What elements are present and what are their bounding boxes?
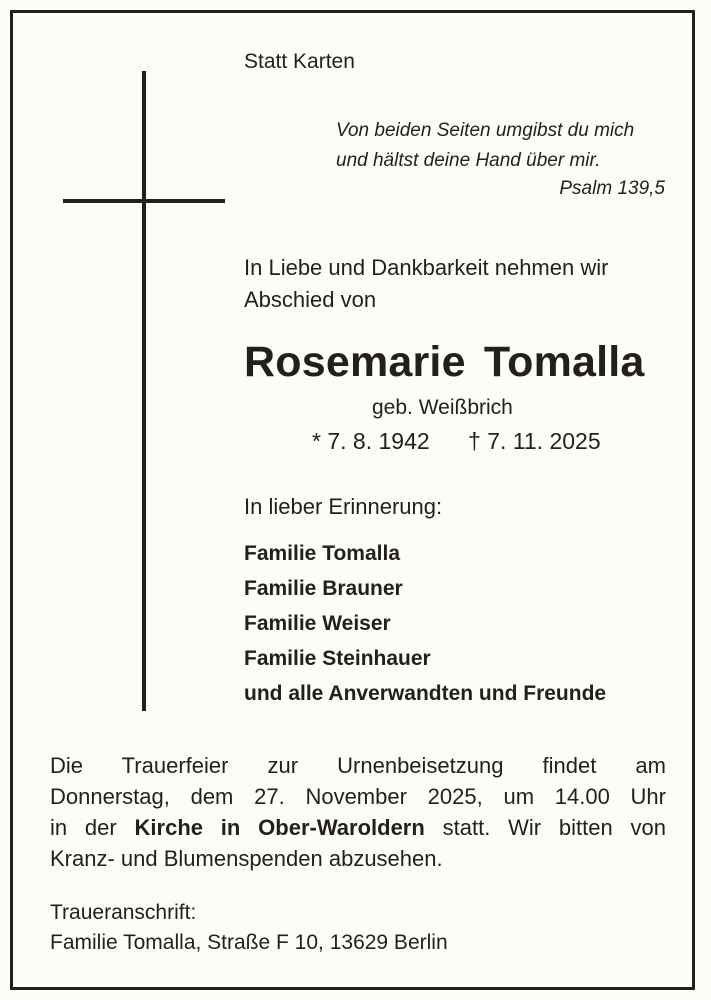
statt-karten-label: Statt Karten <box>244 50 355 73</box>
intro-line-1: In Liebe und Dankbarkeit nehmen wir <box>244 255 609 280</box>
cross-icon-vertical-bar <box>142 71 146 711</box>
life-dates <box>312 428 601 455</box>
deceased-name: Rosemarie Tomalla <box>244 338 645 386</box>
mourner-family: Familie Tomalla <box>244 542 400 565</box>
mourner-family: Familie Steinhauer <box>244 647 431 670</box>
intro-line-2: Abschied von <box>244 287 377 312</box>
mourner-family: und alle Anverwandten und Freunde <box>244 682 607 705</box>
address-value: Familie Tomalla, Straße F 10, 13629 Berlin <box>50 931 448 954</box>
death-date: † 7. 11. 2025 <box>468 428 601 454</box>
funeral-line-3-pre: in der <box>50 815 135 840</box>
birth-date: * 7. 8. 1942 <box>312 428 430 454</box>
mourners-list <box>244 536 606 711</box>
mourning-address <box>50 898 448 958</box>
address-label: Traueranschrift: <box>50 901 197 924</box>
birth-name: geb. Weißbrich <box>372 396 513 419</box>
funeral-notice <box>50 750 666 874</box>
mourner-family: Familie Brauner <box>244 577 403 600</box>
bible-quote <box>336 116 634 176</box>
funeral-line-3 <box>50 812 666 843</box>
funeral-location: Kirche in Ober-Waroldern <box>134 815 425 840</box>
intro-text <box>244 252 608 316</box>
quote-line-1: Von beiden Seiten umgibst du mich <box>336 120 635 141</box>
mourners-heading: In lieber Erinnerung: <box>244 494 443 519</box>
quote-line-2: und hältst deine Hand über mir. <box>336 150 601 171</box>
cross-icon-horizontal-bar <box>63 199 225 203</box>
funeral-line-2: Donnerstag, dem 27. November 2025, um 14.00 Uhr <box>50 784 666 809</box>
funeral-line-3-post: statt. Wir bitten von <box>424 815 666 840</box>
funeral-line-4: Kranz- und Blumenspenden abzusehen. <box>50 846 443 871</box>
quote-source: Psalm 139,5 <box>559 178 665 199</box>
mourner-family: Familie Weiser <box>244 612 391 635</box>
funeral-line-1: Die Trauerfeier zur Urnenbeisetzung findet am <box>50 753 666 778</box>
